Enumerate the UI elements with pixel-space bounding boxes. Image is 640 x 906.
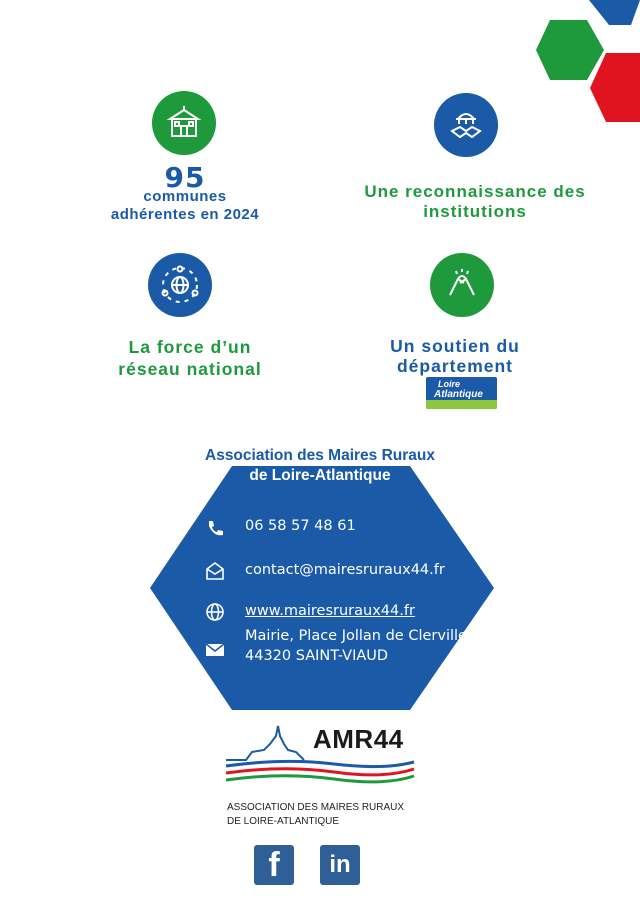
- soutien-line1: Un soutien du: [390, 336, 520, 356]
- communes-line2: adhérentes en 2024: [110, 206, 260, 223]
- org-name: [160, 446, 480, 486]
- reconnaissance-line2: institutions: [423, 202, 527, 221]
- logo-subtitle-line1: ASSOCIATION DES MAIRES RURAUX: [227, 802, 405, 813]
- address-line2: 44320 SAINT-VIAUD: [245, 648, 389, 664]
- reseau-line2: réseau national: [118, 359, 262, 379]
- org-line1: Association des Maires Ruraux: [205, 447, 435, 464]
- email-envelope-icon: [204, 560, 226, 582]
- communes-number: 95: [164, 161, 206, 194]
- contact-email[interactable]: contact@mairesruraux44.fr: [245, 562, 445, 578]
- loire-atlantique-logo: Loire Atlantique: [426, 377, 497, 409]
- contact-address: [245, 626, 467, 666]
- mail-icon: [204, 639, 226, 661]
- communes-line1: communes: [143, 188, 227, 205]
- globe-icon: [204, 601, 226, 623]
- org-line2: de Loire-Atlantique: [249, 467, 391, 484]
- address-line1: Mairie, Place Jollan de Clerville: [245, 628, 467, 644]
- reconnaissance-line1: Une reconnaissance des: [364, 182, 586, 201]
- contact-website[interactable]: www.mairesruraux44.fr: [245, 603, 415, 619]
- facebook-icon[interactable]: f: [254, 845, 294, 885]
- contact-phone[interactable]: 06 58 57 48 61: [245, 518, 356, 534]
- amr44-brand: AMR44: [313, 724, 404, 754]
- reseau-line1: La force d’un: [128, 337, 252, 357]
- soutien-line2: département: [396, 356, 514, 376]
- phone-icon: [204, 518, 226, 540]
- logo-subtitle: [227, 801, 404, 829]
- linkedin-icon[interactable]: in: [320, 845, 360, 885]
- logo-subtitle-line2: DE LOIRE-ATLANTIQUE: [227, 816, 340, 827]
